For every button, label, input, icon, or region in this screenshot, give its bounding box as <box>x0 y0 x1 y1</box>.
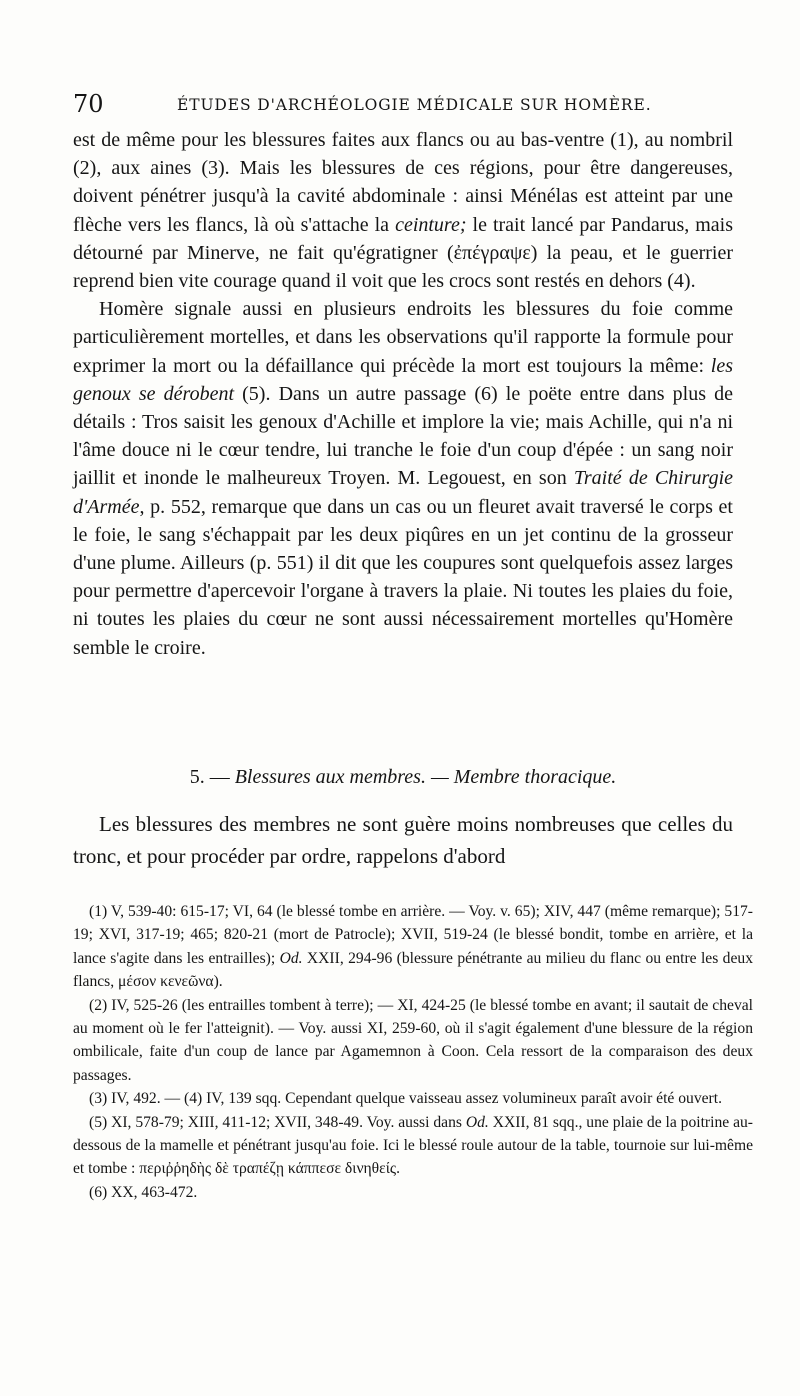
page-number: 70 <box>73 90 104 118</box>
paragraph-abdominal-wounds: est de même pour les blessures faites aux flancs ou au bas-ventre (1), au nombril (2), aux aines (3). Mais les blessures de ces régions, pour être dangereuses, doivent pénétrer jusqu'à la cavité abdominale : ainsi Ménélas est atteint par une flèche vers les flancs, là où s'attache la ceinture; le trait lancé par Pandarus, mais détourné par Minerve, ne fait qu'égratigner (ἐπέγραψε) la peau, et le guerrier reprend bien vite courage quand il voit que les crocs sont restés en dehors (4). <box>73 129 734 293</box>
footnote-1: (1) V, 539-40: 615-17; VI, 64 (le blessé tombe en arrière. — Voy. v. 65); XIV, 447 (même remarque); 517-19; XVI, 317-19; 465; 820-21 (mort de Patrocle); XVII, 519-24 (le blessé bondit, tombe en arrière, et la lance s'agite dans les entrailles); Od. XXII, 294-96 (blessure pénétrante au milieu du flanc ou entre les deux flancs, μέσον κενεῶνα). <box>73 903 753 991</box>
section-number: 5. — <box>189 766 230 788</box>
footnote-3-4: (3) IV, 492. — (4) IV, 139 sqq. Cependant quelque vaisseau assez volumineux paraît avoir été ouvert. <box>89 1090 722 1108</box>
italic-ceinture: ceinture; <box>395 213 467 236</box>
italic-traite-title: Traité de Chirurgie d'Armée <box>73 467 733 518</box>
footnote-2: (2) IV, 525-26 (les entrailles tombent à terre); — XI, 424-25 (le blessé tombe en avant; il sautait de cheval au moment où le fer l'atteignit). — Voy. aussi XI, 259-60, où il s'agit également d'une blessure de la région ombilicale, faite d'un coup de lance par Agamemnon à Coon. Cela ressort de la comparaison des deux passages. <box>73 996 753 1084</box>
running-title: ÉTUDES D'ARCHÉOLOGIE MÉDICALE SUR HOMÈRE. <box>177 96 652 114</box>
footnote-6: (6) XX, 463-472. <box>89 1183 198 1201</box>
main-text <box>73 126 733 662</box>
footnotes <box>73 900 753 1204</box>
footnote-5: (5) XI, 578-79; XIII, 411-12; XVII, 348-49. Voy. aussi dans Od. XXII, 81 sqq., une plaie de la poitrine au-dessous de la mamelle et pénétrant jusqu'au foie. Ici le blessé roule autour de la table, tournoie sur lui-même et tombe : περιῤῥηδὴς δὲ τραπέζῃ κάππεσε δινηθείς. <box>73 1113 753 1178</box>
page-header <box>73 90 733 120</box>
paragraph-limb-wounds: Les blessures des membres ne sont guère moins nombreuses que celles du tronc, et pour procéder par ordre, rappelons d'abord <box>73 812 733 868</box>
section-heading <box>73 766 733 789</box>
section-title: Blessures aux membres. — Membre thoracique. <box>234 766 617 788</box>
main-text-continued <box>73 808 733 872</box>
paragraph-liver-wounds: Homère signale aussi en plusieurs endroits les blessures du foie comme particulièrement mortelles, et dans les observations qu'il rapporte la formule pour exprimer la mort ou la défaillance qui précède la mort est toujours la même: les genoux se dérobent (5). Dans un autre passage (6) le poëte entre dans plus de détails : Tros saisit les genoux d'Achille et implore la vie; mais Achille, qui n'a ni l'âme douce ni le cœur tendre, lui tranche le foie d'un coup d'épée : un sang noir jaillit et inonde le malheureux Troyen. M. Legouest, en son Traité de Chirurgie d'Armée, p. 552, remarque que dans un cas ou un fleuret avait traversé le corps et le foie, le sang s'échappait par les deux piqûres en un jet continu de la grosseur d'une plume. Ailleurs (p. 551) il dit que les coupures sont quelquefois assez larges pour permettre d'apercevoir l'organe à travers la plaie. Ni toutes les plaies du foie, ni toutes les plaies du cœur ne sont aussi nécessairement mortelles qu'Homère semble le croire. <box>73 298 733 659</box>
italic-genoux: les genoux se dérobent <box>73 354 733 405</box>
